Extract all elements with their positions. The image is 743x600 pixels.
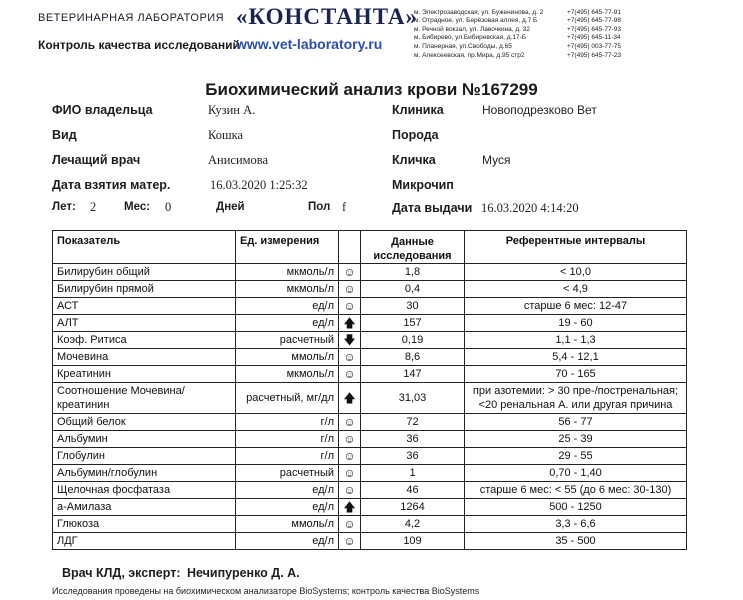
smiley-icon: ☺ (339, 414, 361, 431)
row-param: Коэф. Ритиса (53, 332, 236, 349)
smiley-icon: ☺ (339, 264, 361, 281)
row-unit: ммоль/л (236, 349, 339, 366)
row-value: 31,03 (361, 383, 465, 414)
table-row (53, 264, 687, 281)
row-ref: 500 - 1250 (465, 499, 687, 516)
row-value: 0,19 (361, 332, 465, 349)
row-unit: ммоль/л (236, 516, 339, 533)
years-label: Лет: (52, 201, 76, 213)
row-unit: мкмоль/л (236, 281, 339, 298)
clinic-value: Новоподрезково Вет (482, 103, 597, 117)
phone-line: +7(495) 645-77-91 (567, 8, 622, 16)
row-unit: расчетный, мг/дл (236, 383, 339, 414)
owner-label: ФИО владельца (52, 103, 153, 117)
smiley-icon: ☺ (339, 366, 361, 383)
header-param: Показатель (53, 231, 236, 264)
row-value: 8,6 (361, 349, 465, 366)
address-line: м. Речной вокзал, ул. Лавочкина, д. 32 (414, 25, 531, 33)
table-row (53, 383, 687, 414)
row-ref: 25 - 39 (465, 431, 687, 448)
clinic-label: Клиника (392, 103, 444, 117)
issue-date-value: 16.03.2020 4:14:20 (481, 201, 579, 215)
row-param: Щелочная фосфатаза (53, 482, 236, 499)
row-param: Соотношение Мочевина/креатинин (53, 383, 236, 414)
table-row (53, 315, 687, 332)
species-label: Вид (52, 128, 77, 142)
row-param: Глобулин (53, 448, 236, 465)
sample-date-label: Дата взятия матер. (52, 178, 171, 192)
row-ref: 35 - 500 (465, 533, 687, 550)
phone-line: +7(495) 645-77-98 (567, 17, 622, 25)
row-ref: 70 - 165 (465, 366, 687, 383)
row-unit: ед/л (236, 499, 339, 516)
row-param: Альбумин (53, 431, 236, 448)
smiley-icon: ☺ (339, 298, 361, 315)
months-value: 0 (165, 200, 172, 214)
row-ref: старше 6 мес: 12-47 (465, 298, 687, 315)
row-value: 1264 (361, 499, 465, 516)
row-value: 1 (361, 465, 465, 482)
lab-website-link[interactable]: www.vet-laboratory.ru (236, 36, 383, 52)
row-unit: г/л (236, 431, 339, 448)
row-unit: ед/л (236, 298, 339, 315)
nickname-label: Кличка (392, 153, 436, 167)
row-ref: < 4,9 (465, 281, 687, 298)
header-unit: Ед. измерения (236, 231, 339, 264)
phone-line: +7(495) 645-77-23 (567, 51, 622, 59)
row-param: Альбумин/глобулин (53, 465, 236, 482)
address-list (414, 0, 543, 60)
row-unit: ед/л (236, 315, 339, 332)
smiley-icon: ☺ (339, 533, 361, 550)
address-line: м. Электрозаводская, ул. Бужениновa, д. 2 (414, 8, 544, 16)
row-unit: ед/л (236, 533, 339, 550)
months-label: Мес: (124, 201, 151, 213)
table-row (53, 465, 687, 482)
header-ref: Референтные интервалы (465, 231, 687, 264)
document-title: Биохимический анализ крови №167299 (205, 80, 538, 99)
smiley-icon: ☺ (339, 431, 361, 448)
row-ref: 0,70 - 1,40 (465, 465, 687, 482)
owner-value: Кузин А. (208, 103, 256, 117)
table-row (53, 298, 687, 315)
row-unit: г/л (236, 448, 339, 465)
smiley-icon: ☺ (339, 465, 361, 482)
row-ref: старше 6 мес: < 55 (до 6 мес: 30-130) (465, 482, 687, 499)
row-unit: расчетный (236, 465, 339, 482)
nickname-value: Муся (482, 153, 511, 167)
smiley-icon: ☺ (339, 516, 361, 533)
smiley-icon: ☺ (339, 281, 361, 298)
years-value: 2 (90, 200, 97, 214)
row-unit: мкмоль/л (236, 366, 339, 383)
phone-list (567, 0, 621, 60)
lab-name: ВЕТЕРИНАРНАЯ ЛАБОРАТОРИЯ (38, 12, 225, 24)
row-param: Креатинин (53, 366, 236, 383)
row-value: 4,2 (361, 516, 465, 533)
row-value: 36 (361, 431, 465, 448)
row-param: Билирубин прямой (53, 281, 236, 298)
row-value: 0,4 (361, 281, 465, 298)
row-unit: ед/л (236, 482, 339, 499)
table-row (53, 332, 687, 349)
row-param: Билирубин общий (53, 264, 236, 281)
table-row (53, 533, 687, 550)
expert-name: Нечипуренко Д. А. (187, 566, 300, 580)
arrow-down-icon: 🡇 (339, 332, 361, 349)
row-ref: 3,3 - 6,6 (465, 516, 687, 533)
row-param: АЛТ (53, 315, 236, 332)
doctor-value: Анисимова (208, 153, 269, 167)
lab-subtitle: Контроль качества исследований (38, 38, 240, 52)
row-ref: 1,1 - 1,3 (465, 332, 687, 349)
table-row (53, 499, 687, 516)
row-unit: г/л (236, 414, 339, 431)
sex-label: Пол (308, 201, 331, 213)
species-value: Кошка (208, 128, 244, 142)
sex-value: f (342, 200, 347, 214)
address-line: м. Отрадное, ул. Берёзовая аллея, д.7 Б (414, 17, 538, 25)
doctor-label: Лечащий врач (52, 153, 141, 167)
row-param: Мочевина (53, 349, 236, 366)
phone-line: +7(495) 645-77-93 (567, 25, 622, 33)
row-value: 1,8 (361, 264, 465, 281)
table-header-row (53, 231, 687, 264)
table-row (53, 516, 687, 533)
smiley-icon: ☺ (339, 482, 361, 499)
row-unit: мкмоль/л (236, 264, 339, 281)
expert-label: Врач КЛД, эксперт: (62, 566, 181, 580)
row-param: Глюкоза (53, 516, 236, 533)
row-ref: < 10,0 (465, 264, 687, 281)
arrow-up-icon: 🡅 (339, 383, 361, 414)
row-value: 36 (361, 448, 465, 465)
row-ref: 29 - 55 (465, 448, 687, 465)
footer-note: Исследования проведены на биохимическом анализаторе BioSystems; контроль качества BioSystems (52, 586, 480, 596)
header-flag (339, 231, 361, 264)
row-value: 109 (361, 533, 465, 550)
address-line: м. Бибирево, ул.Бибиревская, д.17-Б (414, 34, 526, 42)
row-value: 157 (361, 315, 465, 332)
row-param: а-Амилаза (53, 499, 236, 516)
row-ref: при азотемии: > 30 пре-/постренальная; <20 ренальная А. или другая причина (465, 383, 687, 414)
row-ref: 19 - 60 (465, 315, 687, 332)
results-table (52, 230, 687, 550)
row-ref: 56 - 77 (465, 414, 687, 431)
row-param: ЛДГ (53, 533, 236, 550)
table-row (53, 482, 687, 499)
row-value: 30 (361, 298, 465, 315)
header-value: Данные исследования (361, 231, 465, 264)
table-row (53, 448, 687, 465)
row-value: 46 (361, 482, 465, 499)
row-unit: расчетный (236, 332, 339, 349)
results-body (53, 264, 687, 550)
table-row (53, 281, 687, 298)
issue-date-label: Дата выдачи (392, 201, 473, 215)
days-label: Дней (216, 201, 245, 213)
table-row (53, 349, 687, 366)
table-row (53, 414, 687, 431)
address-line: м. Планерная, ул.Свободы, д.65 (414, 42, 512, 50)
phone-line: +7(495) 003-77-75 (567, 42, 622, 50)
table-row (53, 366, 687, 383)
smiley-icon: ☺ (339, 349, 361, 366)
row-ref: 5,4 - 12,1 (465, 349, 687, 366)
row-param: Общий белок (53, 414, 236, 431)
row-value: 147 (361, 366, 465, 383)
arrow-up-icon: 🡅 (339, 315, 361, 332)
sample-date-value: 16.03.2020 1:25:32 (210, 178, 308, 192)
table-row (53, 431, 687, 448)
address-line: м. Алексеевская, пр.Мира, д.95 стр2 (414, 51, 525, 59)
lab-brand-logo: «КОНСТАНТА» (236, 4, 418, 29)
row-param: АСТ (53, 298, 236, 315)
row-value: 72 (361, 414, 465, 431)
breed-label: Порода (392, 128, 439, 142)
smiley-icon: ☺ (339, 448, 361, 465)
arrow-up-icon: 🡅 (339, 499, 361, 516)
chip-label: Микрочип (392, 178, 454, 192)
phone-line: +7(495) 645-11-34 (567, 34, 621, 42)
